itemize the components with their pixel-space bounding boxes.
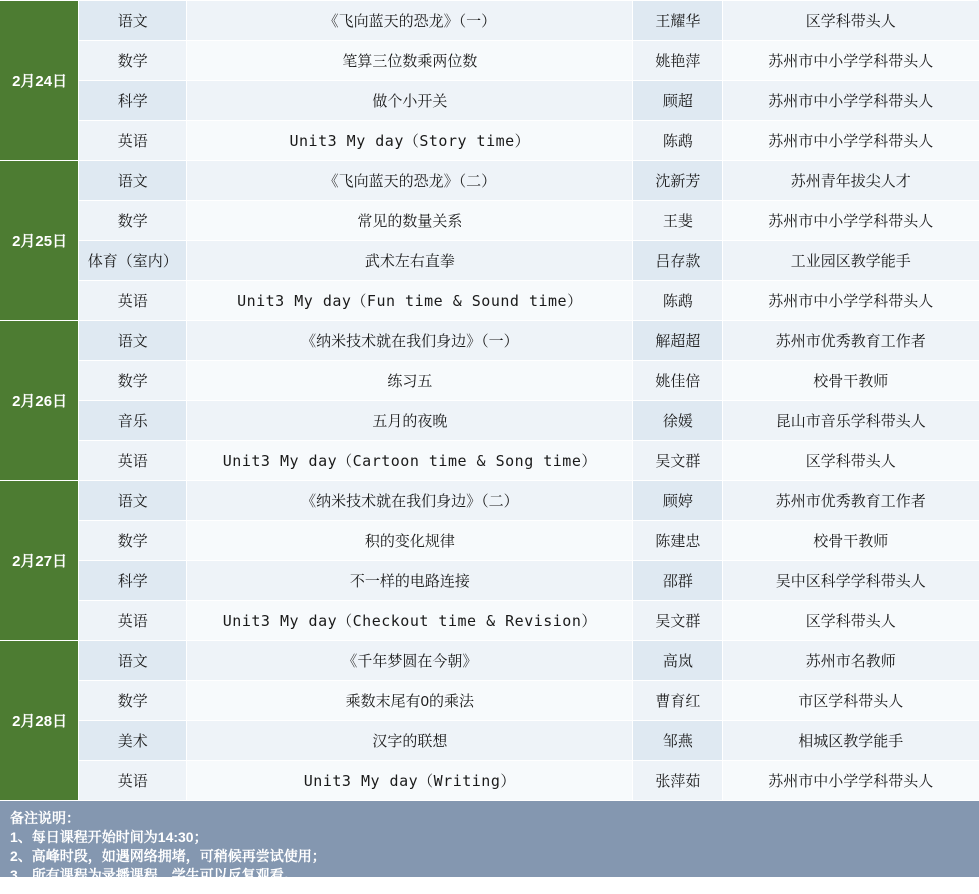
table-row bbox=[1, 41, 979, 81]
subject-cell: 英语 bbox=[79, 121, 187, 161]
topic-cell: 练习五 bbox=[187, 361, 633, 401]
note-line-3: 3、所有课程为录播课程，学生可以反复观看。 bbox=[10, 867, 298, 883]
honor-cell: 区学科带头人 bbox=[723, 1, 979, 41]
teacher-cell: 顾婷 bbox=[633, 481, 723, 521]
teacher-cell: 吕存款 bbox=[633, 241, 723, 281]
table-row bbox=[1, 121, 979, 161]
subject-cell: 英语 bbox=[79, 601, 187, 641]
topic-cell: 《纳米技术就在我们身边》（二） bbox=[187, 481, 633, 521]
topic-cell: 武术左右直拳 bbox=[187, 241, 633, 281]
teacher-cell: 顾超 bbox=[633, 81, 723, 121]
teacher-cell: 陈鹉 bbox=[633, 281, 723, 321]
teacher-cell: 解超超 bbox=[633, 321, 723, 361]
honor-cell: 苏州市中小学学科带头人 bbox=[723, 41, 979, 81]
honor-cell: 工业园区教学能手 bbox=[723, 241, 979, 281]
note-line-1: 1、每日课程开始时间为14:30； bbox=[10, 829, 208, 845]
table-row bbox=[1, 161, 979, 201]
table-row bbox=[1, 761, 979, 801]
topic-cell: 笔算三位数乘两位数 bbox=[187, 41, 633, 81]
table-row bbox=[1, 361, 979, 401]
teacher-cell: 邹燕 bbox=[633, 721, 723, 761]
date-cell: 2月25日 bbox=[1, 161, 79, 321]
subject-cell: 语文 bbox=[79, 161, 187, 201]
date-cell: 2月24日 bbox=[1, 1, 79, 161]
honor-cell: 苏州市优秀教育工作者 bbox=[723, 481, 979, 521]
topic-cell: Unit3 My day（Story time） bbox=[187, 121, 633, 161]
subject-cell: 数学 bbox=[79, 41, 187, 81]
subject-cell: 数学 bbox=[79, 361, 187, 401]
teacher-cell: 邵群 bbox=[633, 561, 723, 601]
teacher-cell: 高岚 bbox=[633, 641, 723, 681]
topic-cell: 汉字的联想 bbox=[187, 721, 633, 761]
table-row bbox=[1, 241, 979, 281]
topic-cell: 《千年梦圆在今朝》 bbox=[187, 641, 633, 681]
topic-cell: Unit3 My day（Writing） bbox=[187, 761, 633, 801]
topic-cell: Unit3 My day（Cartoon time & Song time） bbox=[187, 441, 633, 481]
table-row bbox=[1, 561, 979, 601]
honor-cell: 苏州市优秀教育工作者 bbox=[723, 321, 979, 361]
teacher-cell: 张萍茹 bbox=[633, 761, 723, 801]
teacher-cell: 陈建忠 bbox=[633, 521, 723, 561]
teacher-cell: 吴文群 bbox=[633, 441, 723, 481]
teacher-cell: 姚佳倍 bbox=[633, 361, 723, 401]
topic-cell: Unit3 My day（Fun time & Sound time） bbox=[187, 281, 633, 321]
notes-panel bbox=[0, 801, 979, 883]
honor-cell: 苏州市中小学学科带头人 bbox=[723, 201, 979, 241]
honor-cell: 校骨干教师 bbox=[723, 521, 979, 561]
honor-cell: 苏州市中小学学科带头人 bbox=[723, 281, 979, 321]
subject-cell: 语文 bbox=[79, 481, 187, 521]
subject-cell: 数学 bbox=[79, 521, 187, 561]
subject-cell: 语文 bbox=[79, 1, 187, 41]
honor-cell: 吴中区科学学科带头人 bbox=[723, 561, 979, 601]
subject-cell: 体育（室内） bbox=[79, 241, 187, 281]
notes-title: 备注说明： bbox=[10, 810, 80, 826]
teacher-cell: 沈新芳 bbox=[633, 161, 723, 201]
subject-cell: 英语 bbox=[79, 761, 187, 801]
date-cell: 2月27日 bbox=[1, 481, 79, 641]
table-row bbox=[1, 681, 979, 721]
topic-cell: 《飞向蓝天的恐龙》（一） bbox=[187, 1, 633, 41]
note-line-2: 2、高峰时段，如遇网络拥堵，可稍候再尝试使用； bbox=[10, 848, 326, 864]
teacher-cell: 陈鹉 bbox=[633, 121, 723, 161]
subject-cell: 英语 bbox=[79, 281, 187, 321]
date-cell: 2月26日 bbox=[1, 321, 79, 481]
topic-cell: 不一样的电路连接 bbox=[187, 561, 633, 601]
subject-cell: 美术 bbox=[79, 721, 187, 761]
honor-cell: 苏州青年拔尖人才 bbox=[723, 161, 979, 201]
topic-cell: 做个小开关 bbox=[187, 81, 633, 121]
topic-cell: 积的变化规律 bbox=[187, 521, 633, 561]
table-row bbox=[1, 441, 979, 481]
teacher-cell: 吴文群 bbox=[633, 601, 723, 641]
table-row bbox=[1, 201, 979, 241]
table-row bbox=[1, 481, 979, 521]
honor-cell: 区学科带头人 bbox=[723, 601, 979, 641]
table-row bbox=[1, 401, 979, 441]
subject-cell: 语文 bbox=[79, 321, 187, 361]
subject-cell: 音乐 bbox=[79, 401, 187, 441]
honor-cell: 市区学科带头人 bbox=[723, 681, 979, 721]
schedule-body bbox=[1, 1, 979, 801]
subject-cell: 数学 bbox=[79, 681, 187, 721]
subject-cell: 科学 bbox=[79, 81, 187, 121]
honor-cell: 校骨干教师 bbox=[723, 361, 979, 401]
subject-cell: 英语 bbox=[79, 441, 187, 481]
honor-cell: 苏州市中小学学科带头人 bbox=[723, 761, 979, 801]
honor-cell: 苏州市名教师 bbox=[723, 641, 979, 681]
table-row bbox=[1, 641, 979, 681]
table-row bbox=[1, 281, 979, 321]
table-row bbox=[1, 721, 979, 761]
teacher-cell: 徐媛 bbox=[633, 401, 723, 441]
table-row bbox=[1, 81, 979, 121]
teacher-cell: 王斐 bbox=[633, 201, 723, 241]
date-cell: 2月28日 bbox=[1, 641, 79, 801]
subject-cell: 语文 bbox=[79, 641, 187, 681]
table-row bbox=[1, 521, 979, 561]
table-row bbox=[1, 601, 979, 641]
topic-cell: Unit3 My day（Checkout time & Revision） bbox=[187, 601, 633, 641]
honor-cell: 区学科带头人 bbox=[723, 441, 979, 481]
teacher-cell: 曹育红 bbox=[633, 681, 723, 721]
teacher-cell: 王耀华 bbox=[633, 1, 723, 41]
honor-cell: 苏州市中小学学科带头人 bbox=[723, 81, 979, 121]
topic-cell: 乘数末尾有0的乘法 bbox=[187, 681, 633, 721]
topic-cell: 《飞向蓝天的恐龙》（二） bbox=[187, 161, 633, 201]
teacher-cell: 姚艳萍 bbox=[633, 41, 723, 81]
subject-cell: 科学 bbox=[79, 561, 187, 601]
honor-cell: 相城区教学能手 bbox=[723, 721, 979, 761]
table-row bbox=[1, 321, 979, 361]
honor-cell: 苏州市中小学学科带头人 bbox=[723, 121, 979, 161]
topic-cell: 五月的夜晚 bbox=[187, 401, 633, 441]
subject-cell: 数学 bbox=[79, 201, 187, 241]
table-row bbox=[1, 1, 979, 41]
topic-cell: 《纳米技术就在我们身边》（一） bbox=[187, 321, 633, 361]
honor-cell: 昆山市音乐学科带头人 bbox=[723, 401, 979, 441]
topic-cell: 常见的数量关系 bbox=[187, 201, 633, 241]
